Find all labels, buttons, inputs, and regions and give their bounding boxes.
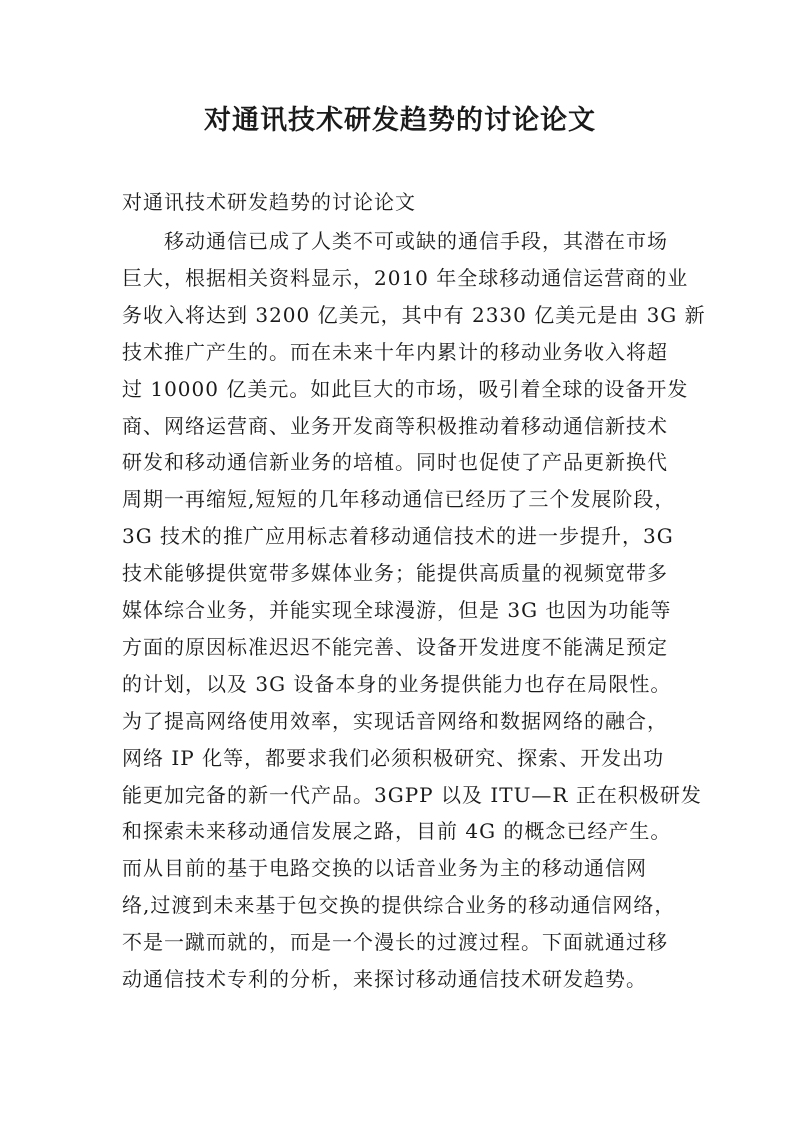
body-text-line: 技术能够提供宽带多媒体业务；能提供高质量的视频宽带多: [122, 561, 668, 586]
body-text-line: 和探索未来移动通信发展之路，目前 4G 的概念已经产生。: [122, 819, 672, 844]
body-text-line: 3G 技术的推广应用标志着移动通信技术的进一步提升，3G: [122, 524, 674, 549]
body-text-line: 移动通信已成了人类不可或缺的通信手段，其潜在市场: [122, 229, 668, 253]
body-text-line: 为了提高网络使用效率，实现话音网络和数据网络的融合，: [122, 708, 668, 733]
body-text-line: 络,过渡到未来基于包交换的提供综合业务的移动通信网络，: [122, 893, 676, 918]
document-title: 对通讯技术研发趋势的讨论论文: [204, 105, 596, 136]
body-text-line: 过 10000 亿美元。如此巨大的市场，吸引着全球的设备开发: [122, 376, 689, 401]
body-text-line: 商、网络运营商、业务开发商等积极推动着移动通信新技术: [122, 413, 668, 438]
body-text-line: 不是一蹴而就的，而是一个漫长的过渡过程。下面就通过移: [122, 930, 668, 955]
body-text-line: 技术推广产生的。而在未来十年内累计的移动业务收入将超: [122, 339, 668, 364]
body-text-line: 动通信技术专利的分析，来探讨移动通信技术研发趋势。: [122, 967, 647, 991]
body-text-line: 巨大，根据相关资料显示，2010 年全球移动通信运营商的业: [122, 265, 689, 290]
body-text-line: 务收入将达到 3200 亿美元，其中有 2330 亿美元是由 3G 新: [122, 302, 706, 327]
body-text-line: 的计划，以及 3G 设备本身的业务提供能力也存在局限性。: [122, 671, 672, 696]
body-text-line: 研发和移动通信新业务的培植。同时也促使了产品更新换代: [122, 450, 668, 475]
body-text-line: 网络 IP 化等，都要求我们必须积极研究、探索、开发出功: [122, 745, 665, 770]
body-text-line: 媒体综合业务，并能实现全球漫游，但是 3G 也因为功能等: [122, 598, 672, 622]
body-text-line: 周期一再缩短,短短的几年移动通信已经历了三个发展阶段，: [122, 487, 676, 512]
document-subtitle: 对通讯技术研发趋势的讨论论文: [122, 190, 416, 214]
body-text-line: 能更加完备的新一代产品。3GPP 以及 ITU—R 正在积极研发: [122, 782, 702, 807]
body-text-line: 而从目前的基于电路交换的以话音业务为主的移动通信网: [122, 856, 647, 881]
body-text-line: 方面的原因标准迟迟不能完善、设备开发进度不能满足预定: [122, 634, 668, 659]
